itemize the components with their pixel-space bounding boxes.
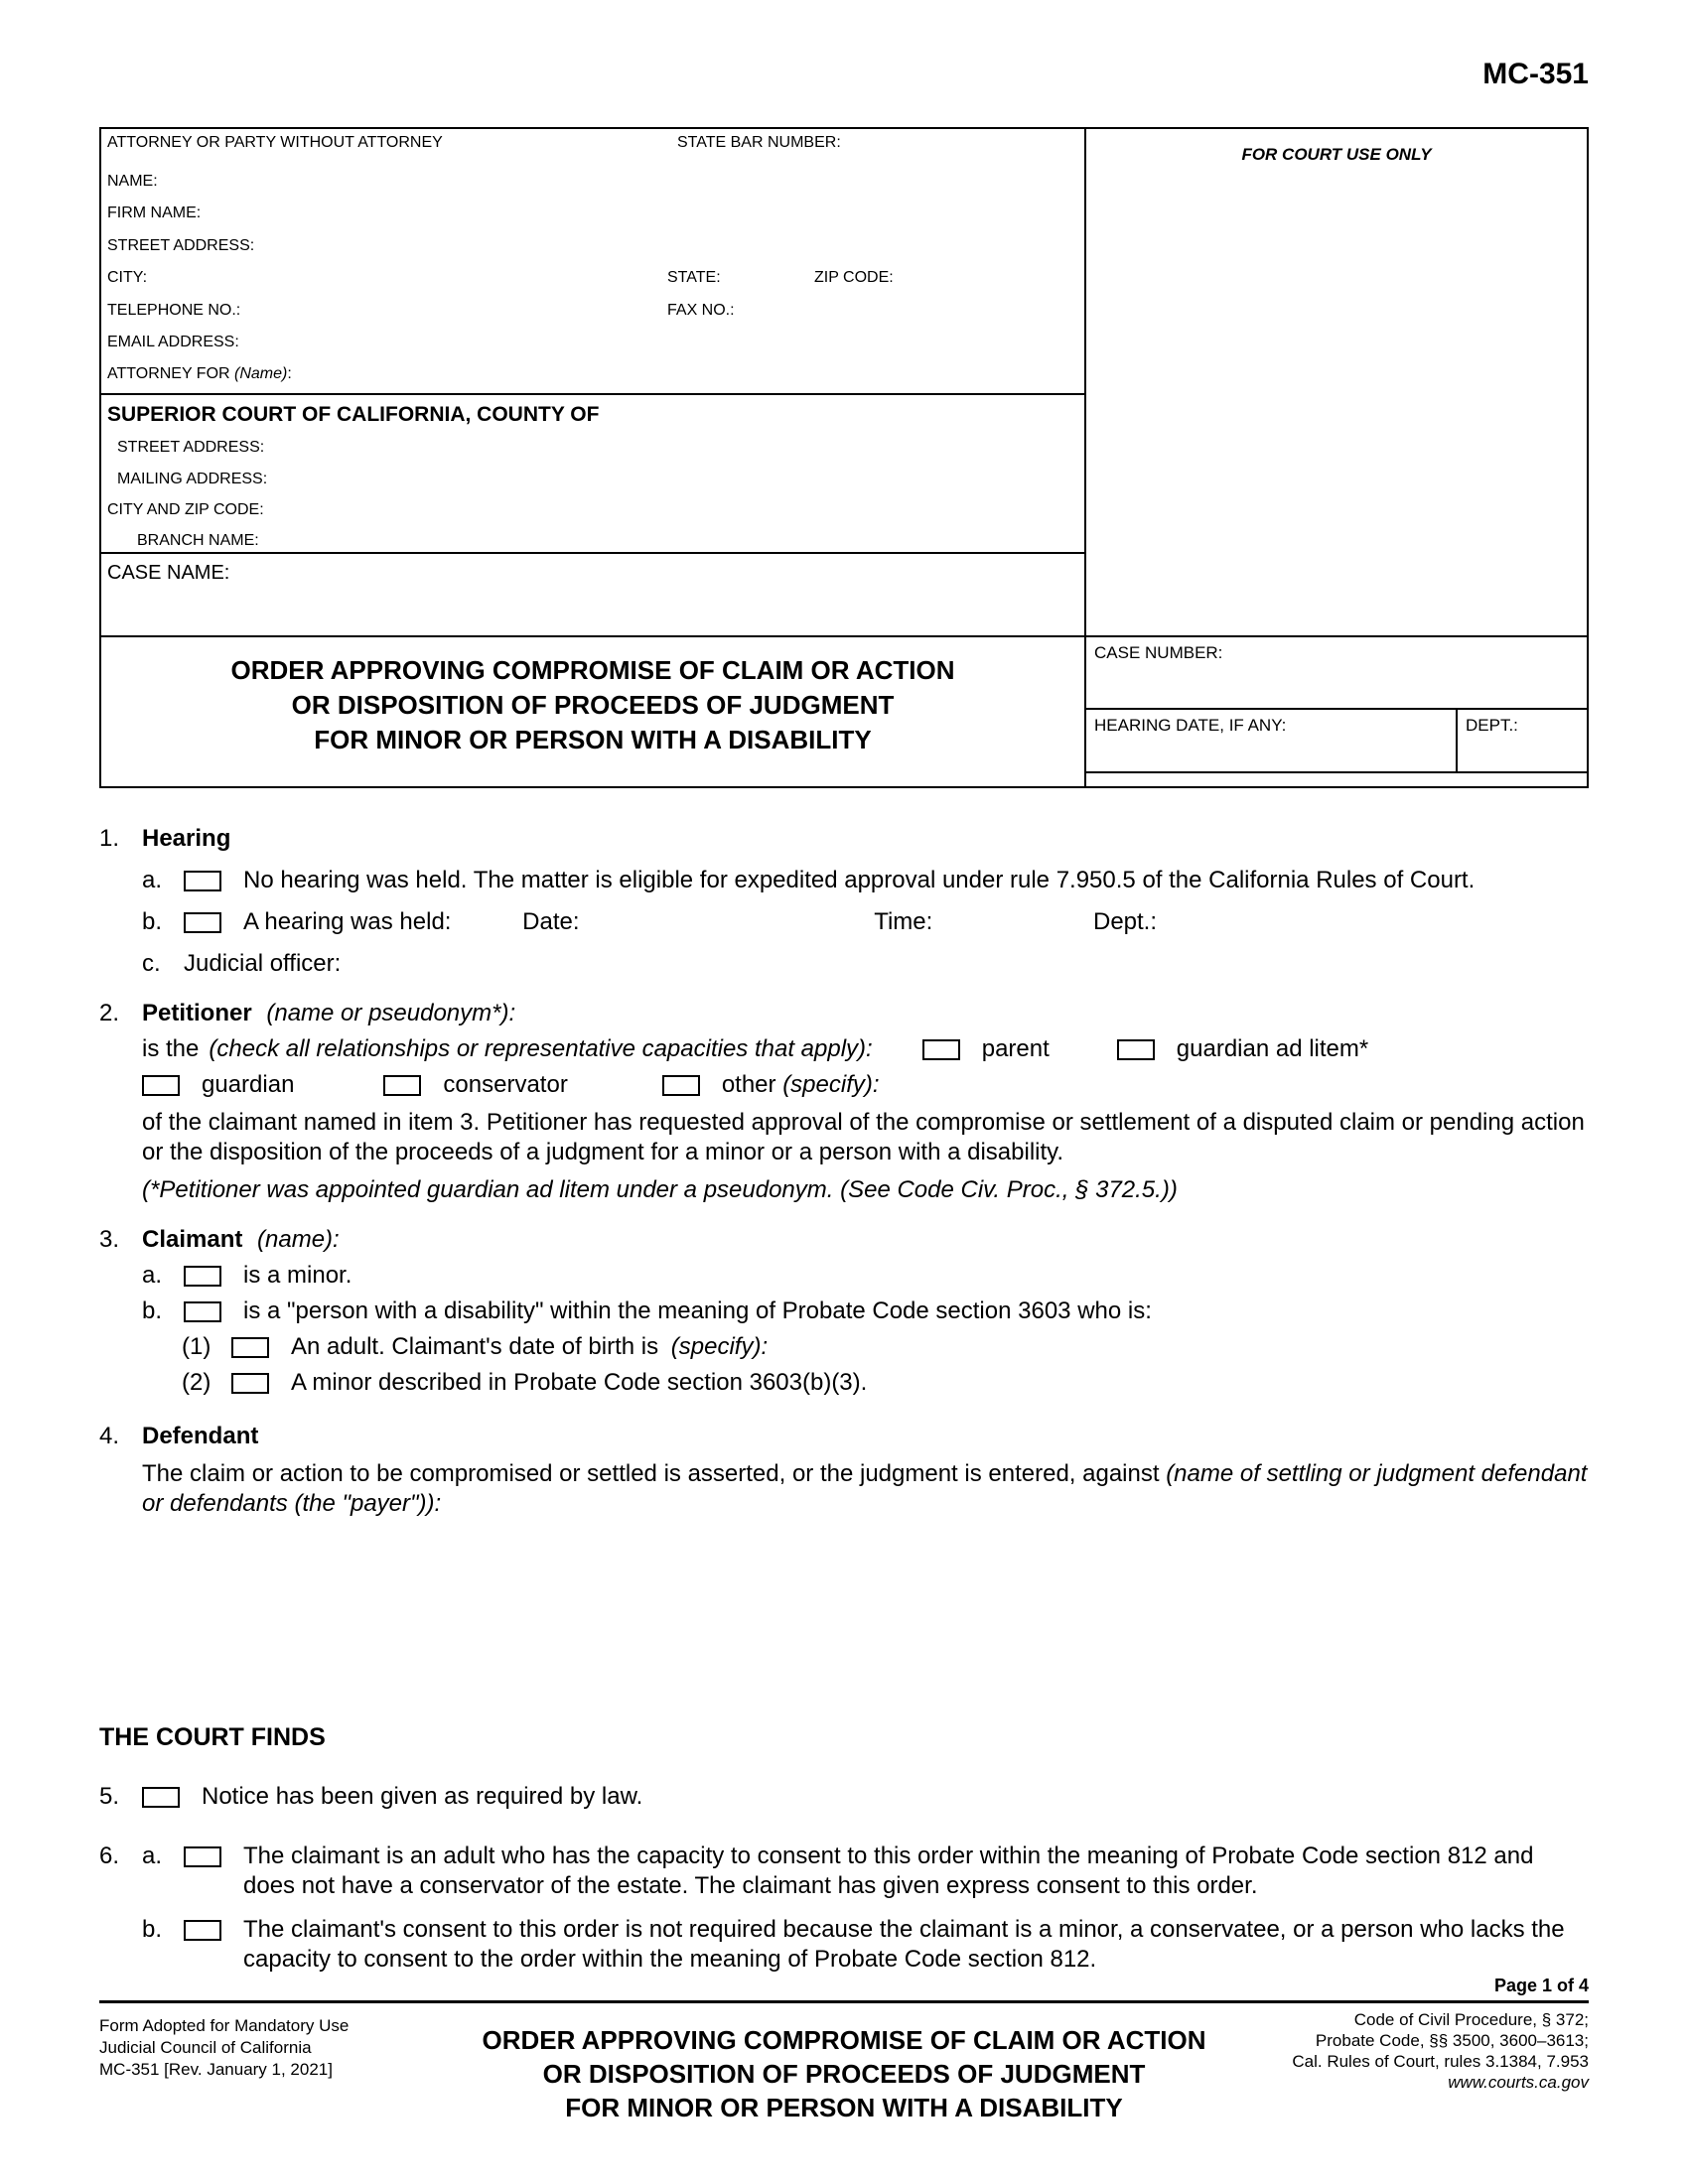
- form-title-line2: OR DISPOSITION OF PROCEEDS OF JUDGMENT: [291, 690, 895, 720]
- footer-title-line1: ORDER APPROVING COMPROMISE OF CLAIM OR ACTION: [482, 2025, 1206, 2055]
- item-5-notice: [99, 1782, 1589, 1812]
- case-number-box: [1086, 637, 1587, 710]
- footer-revision-line: MC-351 [Rev. January 1, 2021]: [99, 2060, 333, 2079]
- form-title-line1: ORDER APPROVING COMPROMISE OF CLAIM OR ACTION: [230, 655, 955, 685]
- item-6b-row: [142, 1915, 1589, 1975]
- checkbox-no-hearing[interactable]: [184, 871, 221, 891]
- fax-label: FAX NO.:: [667, 302, 735, 319]
- item-number: 4.: [99, 1423, 120, 1449]
- sub-number: (1): [182, 1333, 211, 1360]
- conservator-label: conservator: [443, 1071, 568, 1098]
- hearing-date-box: [1086, 710, 1456, 771]
- state-label: STATE:: [667, 269, 721, 286]
- item-5-row: [142, 1782, 1589, 1812]
- item-3b1-row: [182, 1332, 1589, 1362]
- item-3b1-text: An adult. Claimant's date of birth is (specify):: [291, 1333, 769, 1360]
- attorney-for-label: ATTORNEY FOR (Name):: [107, 365, 292, 382]
- checkbox-conservator[interactable]: [383, 1075, 421, 1096]
- checkbox-consent-not-required[interactable]: [184, 1920, 221, 1941]
- footer-citation-line1: Code of Civil Procedure, § 372;: [1353, 2010, 1589, 2029]
- court-finds-section: [99, 1722, 1589, 1975]
- name-label: NAME:: [107, 173, 158, 190]
- item-1a-row: [142, 866, 1589, 895]
- court-branch-label: BRANCH NAME:: [137, 532, 259, 549]
- item-3a-text: is a minor.: [243, 1262, 352, 1289]
- judicial-officer-label: Judicial officer:: [184, 950, 342, 977]
- footer-citation-line2: Probate Code, §§ 3500, 3600–3613;: [1315, 2031, 1589, 2050]
- form-title-line3: FOR MINOR OR PERSON WITH A DISABILITY: [314, 725, 872, 754]
- form-number: MC-351: [1482, 58, 1589, 90]
- court-street-label: STREET ADDRESS:: [117, 439, 265, 456]
- checkbox-hearing-held[interactable]: [184, 912, 221, 933]
- sub-letter: b.: [142, 1916, 163, 1943]
- item-2-paragraph: of the claimant named in item 3. Petitioner has requested approval of the compromise or settlement of a disputed claim or pending action or the disposition of the proceeds of a judgment for a minor or a person with a disability.: [142, 1109, 1585, 1165]
- header-left-column: [101, 129, 1086, 786]
- sub-letter: a.: [142, 867, 163, 893]
- item-6a-row: [142, 1842, 1589, 1901]
- checkbox-claimant-minor-3603b3[interactable]: [231, 1373, 269, 1394]
- parent-label: parent: [981, 1035, 1050, 1062]
- other-label: other (specify):: [721, 1071, 880, 1098]
- court-section: [101, 395, 1084, 554]
- sub-number: (2): [182, 1369, 211, 1396]
- footer-website: www.courts.ca.gov: [1448, 2073, 1589, 2092]
- case-name-section: [101, 554, 1084, 637]
- sub-letter: b.: [142, 1297, 163, 1324]
- footer-divider: [99, 2000, 1589, 2003]
- footer-council-line: Judicial Council of California: [99, 2038, 312, 2057]
- case-number-label: CASE NUMBER:: [1094, 643, 1223, 662]
- form-header: [99, 127, 1589, 788]
- sub-letter: a.: [142, 1843, 163, 1869]
- item-6a-text: The claimant is an adult who has the capacity to consent to this order within the meaning of Probate Code section 812 and does not have a conservator of the estate. The claimant has given express consent to this order.: [243, 1843, 1534, 1899]
- attorney-caption: ATTORNEY OR PARTY WITHOUT ATTORNEY: [107, 134, 443, 151]
- checkbox-parent[interactable]: [922, 1039, 960, 1060]
- form-title-section: [101, 637, 1084, 786]
- dept-label-inline: Dept.:: [1092, 908, 1158, 935]
- hearing-date-label: HEARING DATE, IF ANY:: [1094, 716, 1287, 735]
- firm-name-label: FIRM NAME:: [107, 205, 202, 221]
- hearing-date-section: [1086, 710, 1587, 786]
- item-1b-row: [142, 907, 1589, 937]
- item-3-heading: Claimant (name):: [142, 1226, 340, 1253]
- item-3a-row: [142, 1261, 1589, 1291]
- item-4-heading: Defendant: [142, 1423, 259, 1449]
- item-2-heading: Petitioner (name or pseudonym*):: [142, 1000, 516, 1026]
- footer-citations: [1292, 2009, 1589, 2093]
- footer-title-line3: FOR MINOR OR PERSON WITH A DISABILITY: [565, 2093, 1123, 2122]
- street-address-label: STREET ADDRESS:: [107, 237, 255, 254]
- state-bar-label: STATE BAR NUMBER:: [677, 134, 841, 151]
- footer-citation-line3: Cal. Rules of Court, rules 3.1384, 7.953: [1292, 2052, 1589, 2071]
- court-city-zip-label: CITY AND ZIP CODE:: [107, 501, 264, 518]
- item-2-footnote: (*Petitioner was appointed guardian ad litem under a pseudonym. (See Code Civ. Proc., § 372.5.)): [142, 1176, 1178, 1203]
- item-1-hearing: [99, 824, 1589, 979]
- footer-adopted-line: Form Adopted for Mandatory Use: [99, 2016, 350, 2035]
- checkbox-notice-given[interactable]: [142, 1787, 180, 1808]
- item-number: 2.: [99, 1000, 120, 1026]
- dept-box: [1456, 710, 1587, 771]
- court-use-box: [1086, 129, 1587, 637]
- item-number: 3.: [99, 1226, 120, 1253]
- checkbox-claimant-adult[interactable]: [231, 1337, 269, 1358]
- item-number: 5.: [99, 1783, 120, 1810]
- footer-title-line2: OR DISPOSITION OF PROCEEDS OF JUDGMENT: [542, 2059, 1146, 2089]
- attorney-section: [101, 129, 1084, 395]
- date-label: Date:: [522, 908, 580, 935]
- item-5-text: Notice has been given as required by law.: [202, 1783, 643, 1810]
- item-6b-text: The claimant's consent to this order is not required because the claimant is a minor, a conservatee, or a person who lacks the capacity to consent to the order within the meaning of Probate Code section 812.: [243, 1916, 1565, 1973]
- item-1b-text: A hearing was held: Date: Time: Dept.:: [243, 908, 1158, 935]
- checkbox-other[interactable]: [662, 1075, 700, 1096]
- item-3b2-text: A minor described in Probate Code section 3603(b)(3).: [291, 1369, 868, 1396]
- item-3b-text: is a "person with a disability" within the meaning of Probate Code section 3603 who is:: [243, 1297, 1152, 1324]
- checkbox-guardian-ad-litem[interactable]: [1117, 1039, 1155, 1060]
- item-6-consent: [99, 1842, 1589, 1975]
- time-label: Time:: [874, 908, 933, 935]
- item-1c-row: [142, 949, 1589, 979]
- checkbox-claimant-adult-consent[interactable]: [184, 1846, 221, 1867]
- sub-letter: a.: [142, 1262, 163, 1289]
- item-1a-text: No hearing was held. The matter is eligible for expedited approval under rule 7.950.5 of the California Rules of Court.: [243, 867, 1476, 893]
- item-4-paragraph: The claim or action to be compromised or settled is asserted, or the judgment is entered, against (name of settling or judgment defendant or defendants (the "payer")):: [142, 1460, 1588, 1517]
- court-use-label: FOR COURT USE ONLY: [1241, 145, 1432, 164]
- telephone-label: TELEPHONE NO.:: [107, 302, 241, 319]
- superior-court-title: SUPERIOR COURT OF CALIFORNIA, COUNTY OF: [107, 403, 600, 426]
- sub-letter: c.: [142, 950, 161, 977]
- item-3-claimant: [99, 1225, 1589, 1398]
- item-number: 1.: [99, 825, 120, 852]
- item-3b-row: [142, 1297, 1589, 1326]
- item-2-capacities-row-2: [142, 1070, 1589, 1100]
- header-right-column: [1086, 129, 1587, 786]
- zip-code-label: ZIP CODE:: [814, 269, 894, 286]
- item-2-petitioner: [99, 999, 1589, 1205]
- page-indicator: Page 1 of 4: [1493, 1976, 1589, 1995]
- item-4-defendant: [99, 1422, 1589, 1519]
- item-number: 6.: [99, 1843, 120, 1869]
- item-3b2-row: [182, 1368, 1589, 1398]
- case-name-label: CASE NAME:: [107, 562, 230, 584]
- court-mailing-label: MAILING ADDRESS:: [117, 471, 268, 487]
- checkbox-claimant-disability[interactable]: [184, 1301, 221, 1322]
- dept-label: DEPT.:: [1466, 716, 1518, 735]
- checkbox-guardian[interactable]: [142, 1075, 180, 1096]
- checkbox-claimant-minor[interactable]: [184, 1266, 221, 1287]
- email-label: EMAIL ADDRESS:: [107, 334, 239, 350]
- item-2-capacities-row: is the (check all relationships or representative capacities that apply): parent guardian ad litem*: [142, 1035, 1369, 1062]
- item-1-heading: Hearing: [142, 825, 231, 852]
- guardian-ad-litem-label: guardian ad litem*: [1176, 1035, 1369, 1062]
- form-body: [99, 824, 1589, 1519]
- sub-letter: b.: [142, 908, 163, 935]
- court-finds-heading: THE COURT FINDS: [99, 1723, 326, 1751]
- city-label: CITY:: [107, 269, 148, 286]
- guardian-label: guardian: [202, 1071, 295, 1098]
